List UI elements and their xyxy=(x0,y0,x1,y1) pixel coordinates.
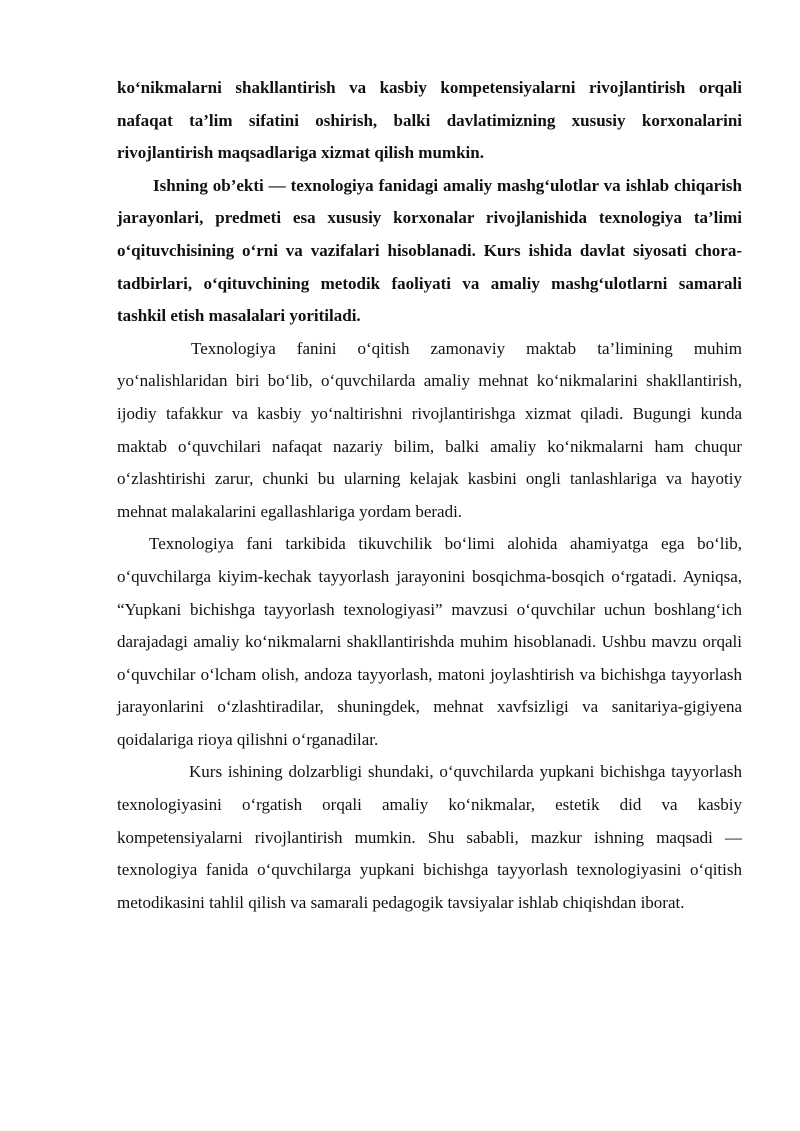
paragraph-sewing-section: Texnologiya fani tarkibida tikuvchilik bo‘limi alohida ahamiyatga ega bo‘lib, o‘quvchilarga kiyim-kechak tayyorlash jarayonini bosqichma-bosqich o‘rgatadi. Ayniqsa, “Yupkani bichishga tayyorlash texnologiyasi” mavzusi o‘quvchilar uchun boshlang‘ich darajadagi amaliy ko‘nikmalarni shakllantirishda muhim hisoblanadi. Ushbu mavzu orqali o‘quvchilar o‘lcham olish, andoza tayyorlash, matoni joylashtirish va bichishga tayyorlash jarayonlarini o‘zlashtiradilar, shuningdek, mehnat xavfsizligi va sanitariya-gigiyena qoidalariga rioya qilishni o‘rganadilar. xyxy=(117,534,742,749)
document-body xyxy=(117,72,742,919)
paragraph-relevance-goal: Kurs ishining dolzarbligi shundaki, o‘quvchilarda yupkani bichishga tayyorlash texnologiyasini o‘rgatish orqali amaliy ko‘nikmalar, estetik did va kasbiy kompetensiyalarni rivojlantirish mumkin. Shu sababli, mazkur ishning maqsadi — texnologiya fanida o‘quvchilarga yupkani bichishga tayyorlash texnologiyasini o‘qitish metodikasini tahlil qilish va samarali pedagogik tavsiyalar ishlab chiqishdan iborat. xyxy=(117,762,742,912)
paragraph-intro-continuation: ko‘nikmalarni shakllantirish va kasbiy kompetensiyalarni rivojlantirish orqali nafaqat ta’lim sifatini oshirish, balki davlatimizning xususiy korxonalarini rivojlantirish maqsadlariga xizmat qilish mumkin. xyxy=(117,78,742,163)
paragraph-object-subject: Ishning ob’ekti — texnologiya fanidagi amaliy mashg‘ulotlar va ishlab chiqarish jarayonlari, predmeti esa xususiy korxonalar rivojlanishida texnologiya ta’limi o‘qituvchisining o‘rni va vazifalari hisoblanadi. Kurs ishida davlat siyosati chora-tadbirlari, o‘qituvchining metodik faoliyati va amaliy mashg‘ulotlarni samarali tashkil etish masalalari yoritiladi. xyxy=(117,175,742,326)
paragraph-technology-teaching: Texnologiya fanini o‘qitish zamonaviy maktab ta’limining muhim yo‘nalishlaridan biri bo‘lib, o‘quvchilarda amaliy mehnat ko‘nikmalarini shakllantirish, ijodiy tafakkur va kasbiy yo‘naltirishni rivojlantirishga xizmat qiladi. Bugungi kunda maktab o‘quvchilari nafaqat nazariy bilim, balki amaliy ko‘nikmalarni ham chuqur o‘zlashtirishi zarur, chunki bu ularning kelajak kasbini ongli tanlashlariga va hayotiy mehnat malakalarini egallashlariga yordam beradi. xyxy=(117,338,742,521)
